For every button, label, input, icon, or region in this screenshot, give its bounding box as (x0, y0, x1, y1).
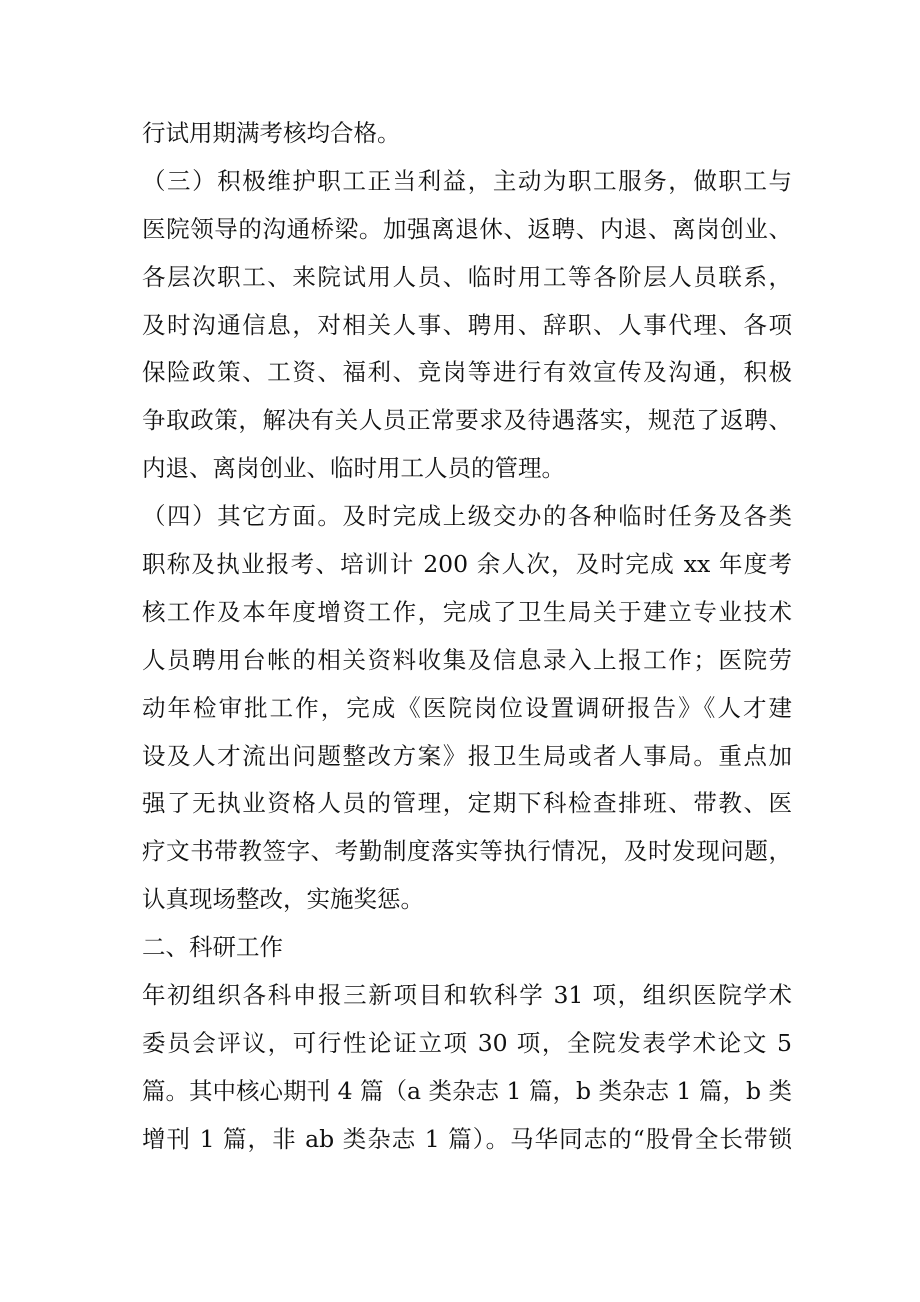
text-line: 年初组织各科申报三新项目和软科学 31 项，组织医院学术 (142, 981, 792, 1010)
text-line: 设及人才流出问题整改方案》报卫生局或者人事局。重点加 (142, 741, 792, 770)
text-line: 强了无执业资格人员的管理，定期下科检查排班、带教、医 (142, 789, 792, 818)
text-line: 及时沟通信息，对相关人事、聘用、辞职、人事代理、各项 (142, 310, 792, 339)
text-line: 内退、离岗创业、临时用工人员的管理。 (142, 454, 565, 483)
text-line: 各层次职工、来院试用人员、临时用工等各阶层人员联系， (142, 262, 792, 291)
text-line: 二、科研工作 (142, 933, 283, 962)
text-line: 认真现场整改，实施奖惩。 (142, 885, 424, 914)
text-line: 行试用期满考核均合格。 (142, 119, 401, 147)
text-line: 争取政策，解决有关人员正常要求及待遇落实，规范了返聘、 (142, 406, 792, 435)
text-line: 人员聘用台帐的相关资料收集及信息录入上报工作；医院劳 (142, 645, 792, 674)
text-line: （四）其它方面。及时完成上级交办的各种临时任务及各类 (142, 502, 792, 531)
text-line: 疗文书带教签字、考勤制度落实等执行情况，及时发现问题， (142, 837, 792, 866)
text-line: 医院领导的沟通桥梁。加强离退休、返聘、内退、离岗创业、 (142, 214, 792, 243)
text-line: 委员会评议，可行性论证立项 30 项，全院发表学术论文 5 (142, 1028, 792, 1057)
text-line: 职称及执业报考、培训计 200 余人次，及时完成 xx 年度考 (142, 550, 792, 579)
text-line: 保险政策、工资、福利、竞岗等进行有效宣传及沟通，积极 (142, 358, 792, 387)
text-line: （三）积极维护职工正当利益，主动为职工服务，做职工与 (142, 166, 792, 195)
text-line: 核工作及本年度增资工作，完成了卫生局关于建立专业技术 (142, 597, 792, 626)
document-body (142, 110, 792, 1164)
text-line: 增刊 1 篇，非 ab 类杂志 1 篇）。马华同志的“股骨全长带锁 (142, 1124, 792, 1153)
text-line: 篇。其中核心期刊 4 篇（a 类杂志 1 篇，b 类杂志 1 篇，b 类 (142, 1076, 792, 1105)
text-line: 动年检审批工作，完成《医院岗位设置调研报告》《人才建 (142, 693, 792, 722)
